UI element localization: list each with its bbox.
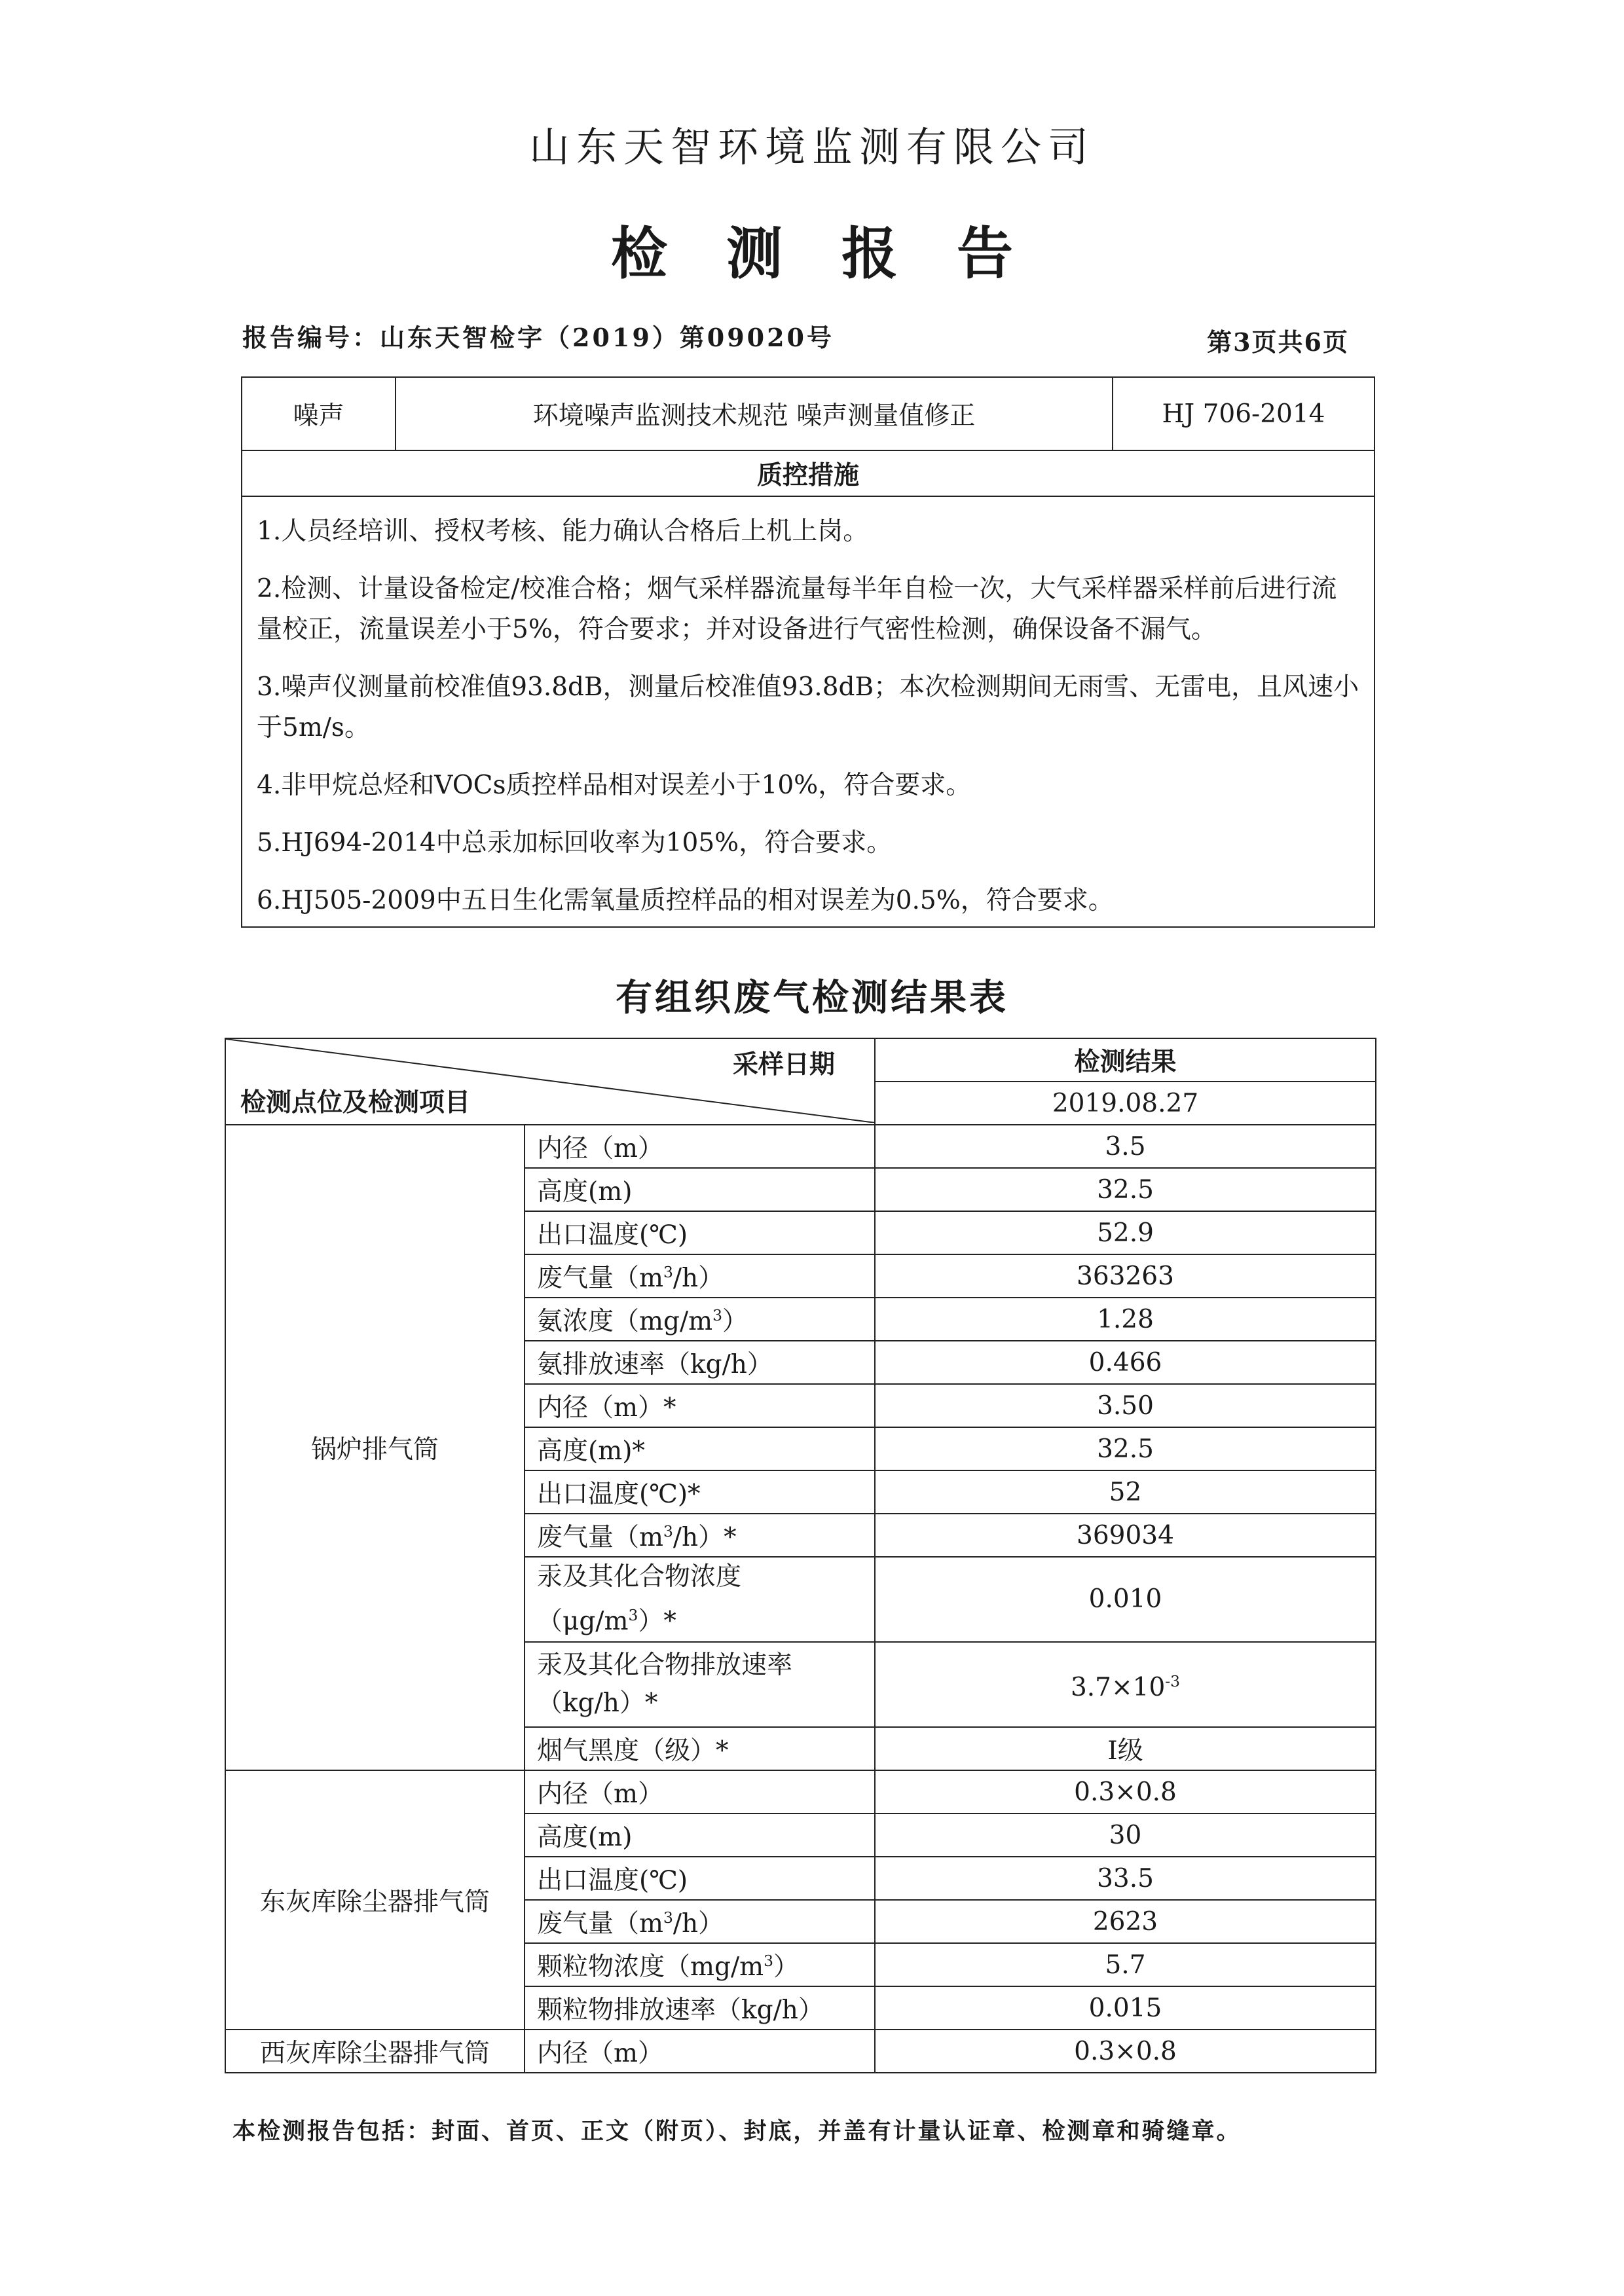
test-item: 出口温度(℃) bbox=[525, 1857, 875, 1900]
test-value: 0.015 bbox=[875, 1986, 1376, 2030]
standard-row bbox=[242, 377, 1375, 450]
test-item bbox=[525, 1642, 875, 1727]
table-row bbox=[225, 2030, 1376, 2073]
standard-qc-table bbox=[241, 376, 1375, 928]
test-item-text: /h）* bbox=[673, 1523, 737, 1552]
test-item-line bbox=[537, 1685, 874, 1722]
diagonal-header-cell bbox=[225, 1038, 875, 1125]
test-value: 33.5 bbox=[875, 1857, 1376, 1900]
test-item: 内径（m） bbox=[525, 1125, 875, 1168]
superscript: 3 bbox=[663, 1522, 673, 1540]
test-item bbox=[525, 1298, 875, 1341]
superscript: 3 bbox=[663, 1908, 673, 1927]
test-value: 1.28 bbox=[875, 1298, 1376, 1341]
test-item-text: 废气量（m bbox=[537, 1264, 663, 1293]
superscript: 3 bbox=[712, 1306, 722, 1324]
test-item-text: ）* bbox=[638, 1607, 676, 1636]
test-value: 52.9 bbox=[875, 1211, 1376, 1254]
qc-item: 5.HJ694-2014中总汞加标回收率为105%，符合要求。 bbox=[257, 828, 893, 858]
test-item-line: 汞及其化合物浓度 bbox=[537, 1562, 742, 1592]
test-item: 烟气黑度（级）* bbox=[525, 1727, 875, 1770]
superscript: 3 bbox=[628, 1606, 638, 1624]
qc-list bbox=[257, 511, 1359, 921]
results-title: 有组织废气检测结果表 bbox=[616, 976, 1008, 1019]
test-item bbox=[525, 1557, 875, 1642]
test-value: 2623 bbox=[875, 1900, 1376, 1943]
test-item-line bbox=[537, 1596, 874, 1641]
test-item bbox=[525, 1514, 875, 1557]
test-value: 32.5 bbox=[875, 1168, 1376, 1211]
table-row bbox=[225, 1125, 1376, 1168]
test-item: 内径（m） bbox=[525, 2030, 875, 2073]
qc-item: 6.HJ505-2009中五日生化需氧量质控样品的相对误差为0.5%，符合要求。 bbox=[257, 886, 1114, 915]
test-value: 0.466 bbox=[875, 1341, 1376, 1384]
test-value: 0.3×0.8 bbox=[875, 1770, 1376, 1813]
qc-item: 1.人员经培训、授权考核、能力确认合格后上机上岗。 bbox=[257, 517, 869, 546]
qc-item: 3.噪声仪测量前校准值93.8dB，测量后校准值93.8dB；本次检测期间无雨雪、无雷电，且风速小于5m/s。 bbox=[257, 672, 1359, 742]
test-item-text: 废气量（m bbox=[537, 1909, 663, 1939]
report-number: 报告编号：山东天智检字（2019）第09020号 bbox=[242, 323, 834, 352]
sampling-date: 2019.08.27 bbox=[875, 1082, 1376, 1125]
test-item: 出口温度(℃)* bbox=[525, 1470, 875, 1514]
test-item: 颗粒物排放速率（kg/h） bbox=[525, 1986, 875, 2030]
results-body bbox=[225, 1125, 1376, 2073]
test-value: Ⅰ级 bbox=[875, 1727, 1376, 1770]
superscript: 3 bbox=[764, 1952, 773, 1970]
test-item-text: 颗粒物浓度（mg/m bbox=[537, 1952, 764, 1982]
test-value: 369034 bbox=[875, 1514, 1376, 1557]
qc-heading: 质控措施 bbox=[242, 450, 1375, 496]
footer-note: 本检测报告包括：封面、首页、正文（附页）、封底，并盖有计量认证章、检测章和骑缝章。 bbox=[232, 2118, 1242, 2145]
test-item bbox=[525, 1254, 875, 1298]
test-value: 5.7 bbox=[875, 1943, 1376, 1986]
test-value bbox=[875, 1642, 1376, 1727]
test-item: 高度(m) bbox=[525, 1813, 875, 1857]
sampling-location: 东灰库除尘器排气筒 bbox=[225, 1770, 525, 2030]
standard-category: 噪声 bbox=[242, 377, 396, 450]
test-value-text: 3.7×10 bbox=[1070, 1673, 1166, 1702]
test-item: 高度(m)* bbox=[525, 1427, 875, 1470]
company-name: 山东天智环境监测有限公司 bbox=[528, 123, 1095, 171]
qc-item: 2.检测、计量设备检定/校准合格；烟气采样器流量每半年自检一次，大气采样器采样前后进行流量校正，流量误差小于5%，符合要求；并对设备进行气密性检测，确保设备不漏气。 bbox=[257, 574, 1337, 644]
test-item-text: /h） bbox=[673, 1909, 724, 1939]
sampling-location: 西灰库除尘器排气筒 bbox=[225, 2030, 525, 2073]
test-value: 3.5 bbox=[875, 1125, 1376, 1168]
test-item-text: ） bbox=[773, 1952, 799, 1982]
test-value: 0.3×0.8 bbox=[875, 2030, 1376, 2073]
test-item-line: 汞及其化合物排放速率 bbox=[537, 1650, 793, 1680]
test-item-text: （kg/h）* bbox=[537, 1688, 658, 1718]
test-item-text: 废气量（m bbox=[537, 1523, 663, 1552]
report-title: 检测报告 bbox=[611, 221, 1072, 287]
test-item: 内径（m） bbox=[525, 1770, 875, 1813]
page-number: 第3页共6页 bbox=[1207, 327, 1349, 357]
superscript: -3 bbox=[1165, 1672, 1181, 1690]
test-value: 363263 bbox=[875, 1254, 1376, 1298]
results-table bbox=[225, 1038, 1376, 2073]
test-item-text: （μg/m bbox=[537, 1607, 629, 1636]
standard-name: 环境噪声监测技术规范 噪声测量值修正 bbox=[396, 377, 1113, 450]
test-value: 0.010 bbox=[875, 1557, 1376, 1642]
test-item bbox=[525, 1943, 875, 1986]
test-item-text: 氨浓度（mg/m bbox=[537, 1307, 713, 1336]
test-item: 内径（m）* bbox=[525, 1384, 875, 1427]
superscript: 3 bbox=[663, 1263, 673, 1281]
test-item: 出口温度(℃) bbox=[525, 1211, 875, 1254]
test-value: 52 bbox=[875, 1470, 1376, 1514]
qc-item: 4.非甲烷总烃和VOCs质控样品相对误差小于10%，符合要求。 bbox=[257, 771, 972, 800]
test-item: 高度(m) bbox=[525, 1168, 875, 1211]
standard-code: HJ 706-2014 bbox=[1113, 377, 1375, 450]
test-item bbox=[525, 1900, 875, 1943]
test-value: 32.5 bbox=[875, 1427, 1376, 1470]
result-column-header: 检测结果 bbox=[875, 1038, 1376, 1082]
qc-items bbox=[242, 496, 1375, 927]
test-value: 30 bbox=[875, 1813, 1376, 1857]
test-item: 氨排放速率（kg/h） bbox=[525, 1341, 875, 1384]
test-value: 3.50 bbox=[875, 1384, 1376, 1427]
sampling-location: 锅炉排气筒 bbox=[225, 1125, 525, 1770]
table-row bbox=[225, 1770, 1376, 1813]
sampling-date-header: 采样日期 bbox=[732, 1049, 835, 1080]
location-item-header: 检测点位及检测项目 bbox=[240, 1087, 471, 1118]
test-item-text: ） bbox=[722, 1307, 748, 1336]
test-item-text: /h） bbox=[673, 1264, 724, 1293]
